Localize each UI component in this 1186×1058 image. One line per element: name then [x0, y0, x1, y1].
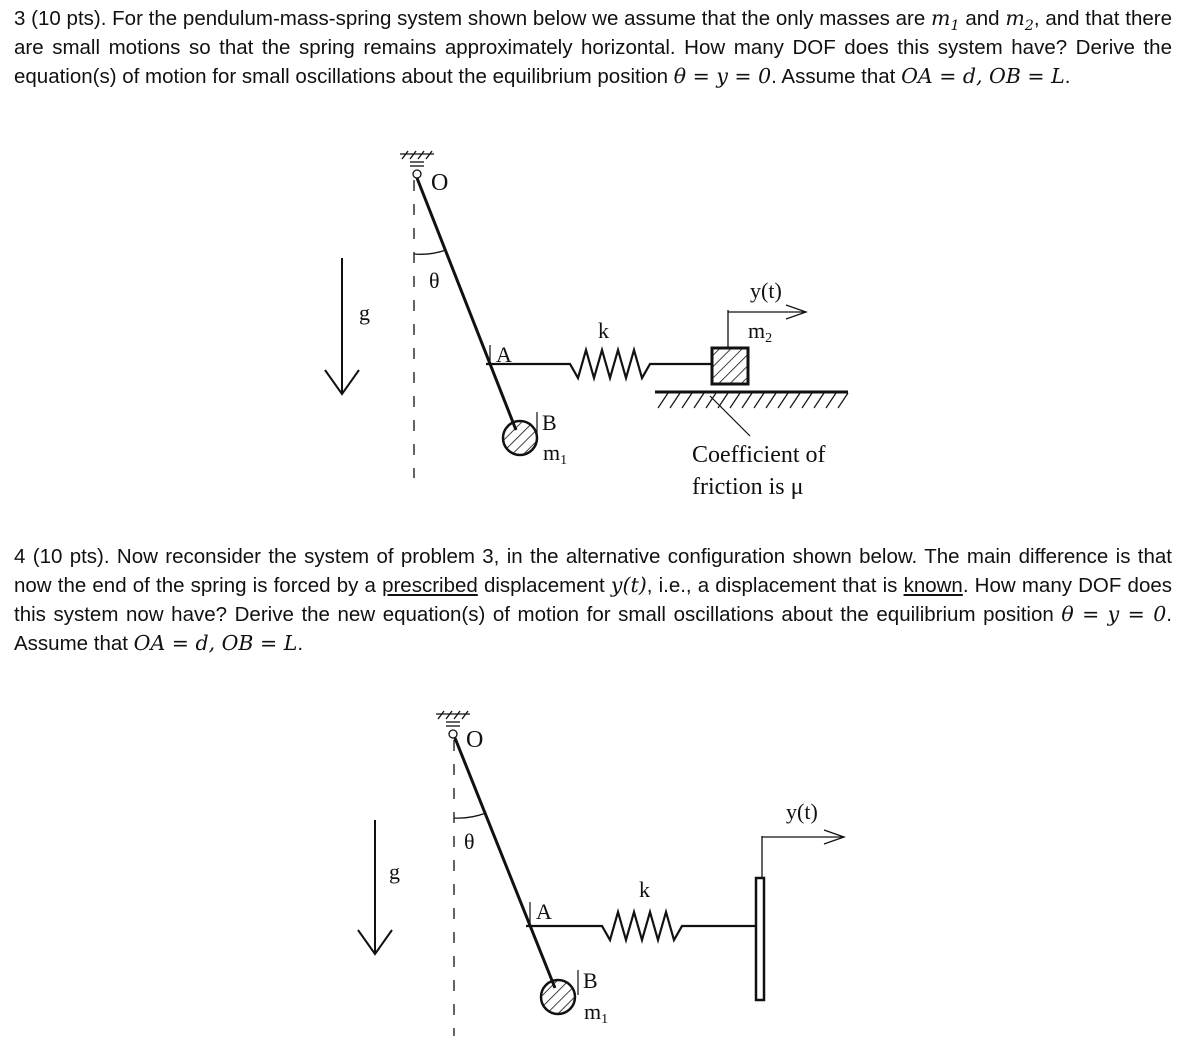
label-g-2: g [389, 859, 400, 884]
equilibrium-condition-4: θ = y = 0 [1061, 602, 1167, 626]
label-A-2: A [536, 899, 552, 924]
symbol-y-t: y(t) [610, 573, 647, 597]
bob-m1 [503, 421, 537, 455]
label-k: k [598, 318, 609, 343]
figure-2-pendulum-spring-prescribed [0, 700, 1186, 1050]
pivot-support-2 [436, 711, 470, 738]
geometry-condition-4: OA = d, OB = L [133, 631, 298, 655]
friction-note-line1: Coefficient of [692, 442, 826, 468]
spring [486, 350, 712, 378]
label-y-t-2: y(t) [786, 799, 818, 824]
label-m1-2: m1 [584, 999, 609, 1027]
label-theta-2: θ [464, 829, 475, 854]
figure-1-pendulum-spring-block [0, 140, 1186, 510]
label-B: B [542, 410, 557, 435]
label-O-2: O [466, 727, 484, 753]
theta-arc [414, 250, 446, 254]
pendulum-rod-2 [455, 738, 555, 988]
symbol-m1: $m_1$ [931, 6, 960, 35]
pendulum-rod [417, 178, 516, 430]
geometry-condition: OA = d, OB = L [901, 64, 1065, 88]
pivot-support [400, 151, 434, 178]
label-k-2: k [639, 877, 650, 902]
equilibrium-condition: θ = y = 0 [673, 64, 772, 88]
label-g: g [359, 300, 370, 325]
prescribed-underlined: prescribed [382, 574, 478, 597]
block-m2 [712, 348, 748, 384]
label-theta: θ [429, 268, 440, 293]
ground-hatching [658, 393, 848, 408]
known-underlined: known [903, 574, 963, 597]
problem-3-text: 3 (10 pts). For the pendulum-mass-spring system shown below we assume that the only masses are $m_1$ and $m_2$, and that there are small motions so that the spring remains approximately horizontal. How many DOF does this system have? Derive the equation(s) of motion for small oscillations about the equilibrium position θ = y = 0. Assume that OA = d, OB = L. [14, 6, 1172, 88]
gravity-arrow [325, 258, 359, 394]
displacement-arrow-y-2 [762, 830, 844, 878]
label-B-2: B [583, 968, 598, 993]
problem-4-text: 4 (10 pts). Now reconsider the system of problem 3, in the alternative configuration shown below. The main difference is that now the end of the spring is forced by a prescribed displacement y(t), i.e., a displacement that is known. How many DOF does this system now have? Derive the new equation(s) of motion for small oscillations about the equilibrium position θ = y = 0. Assume that OA = d, OB = L. [14, 545, 1172, 655]
problem-3-lead: 3 (10 pts). For the pendulum-mass-spring system shown below we assume that the only masses are [14, 7, 931, 30]
gravity-arrow-2 [358, 820, 392, 954]
theta-arc-2 [454, 813, 486, 818]
label-m1: m1 [543, 440, 568, 468]
label-y-t: y(t) [750, 278, 782, 303]
label-m2: m2 [748, 318, 773, 346]
prescribed-plate [756, 878, 764, 1000]
label-A: A [496, 342, 512, 367]
friction-note-line2: friction is μ [692, 474, 804, 500]
label-O: O [431, 170, 449, 196]
symbol-m2: $m_2$ [1005, 6, 1034, 35]
spring-2 [526, 912, 758, 940]
bob-m1-2 [541, 980, 575, 1014]
